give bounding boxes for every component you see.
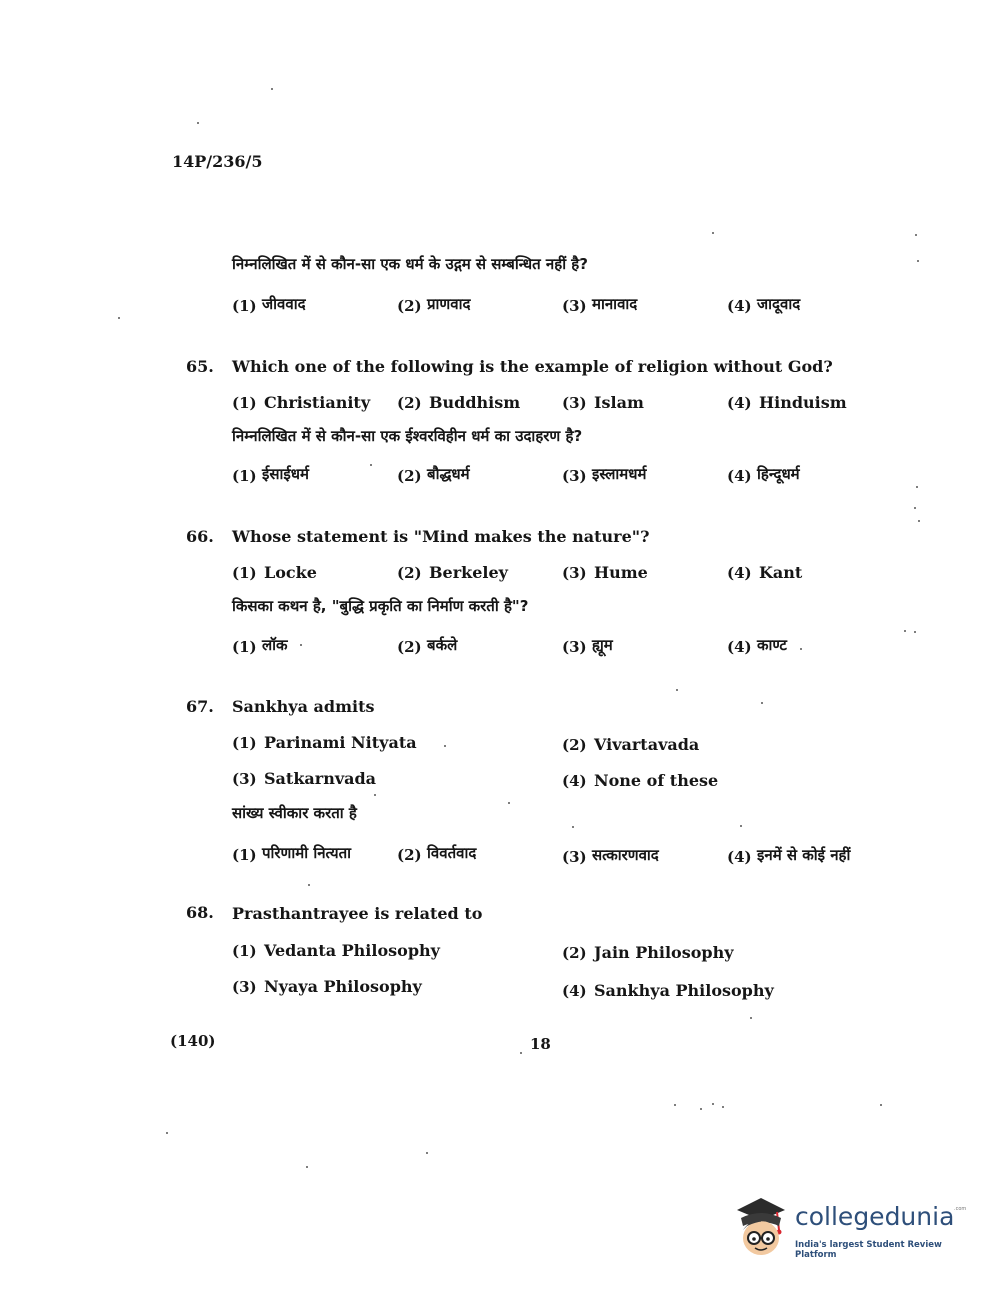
option-label: (3) <box>562 297 587 315</box>
option-label: (3) <box>232 978 257 996</box>
logo-suffix: .com <box>954 1206 967 1212</box>
q64-option-2-hi: प्राणवाद <box>427 295 471 313</box>
option-label: (3) <box>562 638 587 656</box>
option-label: (2) <box>397 297 422 315</box>
q65-question-en: Which one of the following is the example of religion without God? <box>232 357 833 376</box>
option-label: (4) <box>727 848 752 866</box>
option-label: (4) <box>727 394 752 412</box>
q66-option-1-hi: लॉक <box>262 636 288 654</box>
collegedunia-logo <box>733 1196 965 1266</box>
q65-option-1-hi: ईसाईधर्म <box>262 465 309 483</box>
mascot-icon <box>733 1196 793 1266</box>
q68-option-2-en: Jain Philosophy <box>594 943 734 962</box>
option-label: (4) <box>727 467 752 485</box>
q65-number: 65. <box>186 357 214 376</box>
logo-tagline: India's largest Student Review Platform <box>795 1240 942 1260</box>
q66-option-4-en: Kant <box>759 563 803 582</box>
q65-option-4-hi: हिन्दूधर्म <box>757 465 800 483</box>
q64-option-1-hi: जीववाद <box>262 295 306 313</box>
option-label: (4) <box>562 982 587 1000</box>
q66-option-3-en: Hume <box>594 563 648 582</box>
option-label: (2) <box>562 944 587 962</box>
footer-code: (140) <box>170 1032 216 1050</box>
q66-option-2-hi: बर्कले <box>427 636 458 654</box>
q66-question-en: Whose statement is "Mind makes the nature"? <box>232 527 650 546</box>
option-label: (1) <box>232 297 257 315</box>
option-label: (1) <box>232 734 257 752</box>
paper-code: 14P/236/5 <box>172 152 263 171</box>
option-label: (2) <box>562 736 587 754</box>
q64-question-hi: निम्नलिखित में से कौन-सा एक धर्म के उद्गम से सम्बन्धित नहीं है? <box>232 255 588 273</box>
q67-question-en: Sankhya admits <box>232 697 375 716</box>
q65-option-4-en: Hinduism <box>759 393 847 412</box>
page-number: 18 <box>530 1035 551 1053</box>
q67-option-1-en: Parinami Nityata <box>264 733 417 752</box>
q68-option-1-en: Vedanta Philosophy <box>264 941 440 960</box>
option-label: (2) <box>397 467 422 485</box>
q68-question-en: Prasthantrayee is related to <box>232 904 483 923</box>
q65-option-2-en: Buddhism <box>429 393 521 412</box>
q67-option-4-hi: इनमें से कोई नहीं <box>757 846 851 864</box>
option-label: (1) <box>232 942 257 960</box>
logo-name: collegedunia <box>795 1202 955 1231</box>
q67-option-3-hi: सत्कारणवाद <box>592 846 659 864</box>
q67-option-2-en: Vivartavada <box>594 735 700 754</box>
q67-option-2-hi: विवर्तवाद <box>427 844 477 862</box>
option-label: (4) <box>727 564 752 582</box>
option-label: (3) <box>562 394 587 412</box>
option-label: (3) <box>562 467 587 485</box>
q67-option-3-en: Satkarnvada <box>264 769 377 788</box>
option-label: (4) <box>727 297 752 315</box>
option-label: (4) <box>562 772 587 790</box>
q68-number: 68. <box>186 903 214 922</box>
q64-option-4-hi: जादूवाद <box>757 295 801 313</box>
q67-question-hi: सांख्य स्वीकार करता है <box>232 804 357 822</box>
option-label: (1) <box>232 394 257 412</box>
q65-question-hi: निम्नलिखित में से कौन-सा एक ईश्वरविहीन धर्म का उदाहरण है? <box>232 427 583 445</box>
q65-option-2-hi: बौद्धधर्म <box>427 465 470 483</box>
option-label: (3) <box>232 770 257 788</box>
option-label: (2) <box>397 846 422 864</box>
option-label: (1) <box>232 467 257 485</box>
q65-option-3-hi: इस्लामधर्म <box>592 465 647 483</box>
q66-option-3-hi: ह्यूम <box>592 636 613 654</box>
q66-option-2-en: Berkeley <box>429 563 508 582</box>
q66-option-1-en: Locke <box>264 563 317 582</box>
q67-option-1-hi: परिणामी नित्यता <box>262 844 352 862</box>
option-label: (3) <box>562 848 587 866</box>
option-label: (4) <box>727 638 752 656</box>
q66-option-4-hi: काण्ट <box>757 636 787 654</box>
option-label: (2) <box>397 564 422 582</box>
option-label: (3) <box>562 564 587 582</box>
q64-option-3-hi: मानावाद <box>592 295 638 313</box>
option-label: (2) <box>397 638 422 656</box>
q68-option-3-en: Nyaya Philosophy <box>264 977 422 996</box>
q67-option-4-en: None of these <box>594 771 719 790</box>
q66-number: 66. <box>186 527 214 546</box>
option-label: (1) <box>232 564 257 582</box>
option-label: (2) <box>397 394 422 412</box>
q66-question-hi: किसका कथन है, "बुद्धि प्रकृति का निर्माण करती है"? <box>232 597 529 615</box>
q65-option-1-en: Christianity <box>264 393 371 412</box>
q68-option-4-en: Sankhya Philosophy <box>594 981 774 1000</box>
q65-option-3-en: Islam <box>594 393 644 412</box>
option-label: (1) <box>232 638 257 656</box>
q67-number: 67. <box>186 697 214 716</box>
option-label: (1) <box>232 846 257 864</box>
